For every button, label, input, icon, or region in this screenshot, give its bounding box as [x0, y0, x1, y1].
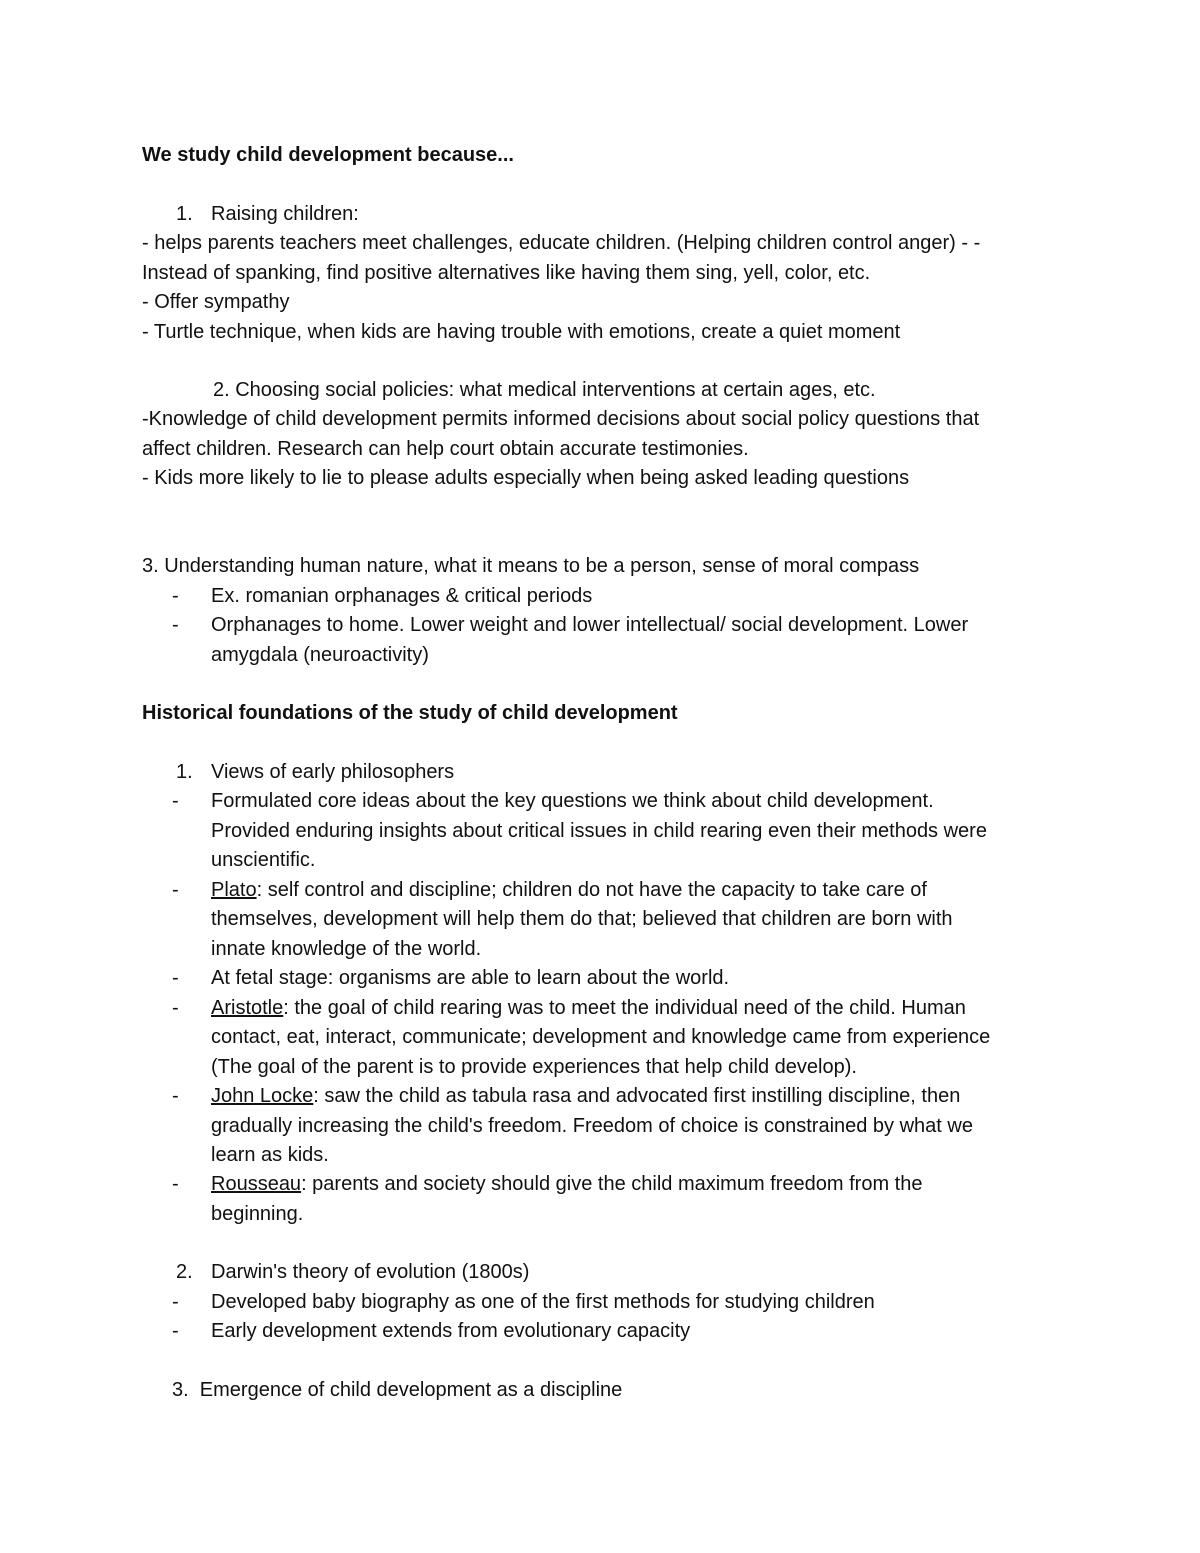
text-line: - helps parents teachers meet challenges, educate children. (Helping children control anger) - -: [142, 232, 981, 254]
bullet-dash: -: [172, 1173, 179, 1195]
bullet-text: Early development extends from evolutionary capacity: [211, 1320, 691, 1342]
list-item-label: 3. Emergence of child development as a discipline: [172, 1379, 623, 1401]
bullet-text: [211, 994, 966, 1024]
bullet-text: Orphanages to home. Lower weight and lower intellectual/ social development. Lower: [211, 614, 969, 636]
bullet-dash: -: [172, 790, 179, 812]
list-item-label: Raising children:: [211, 203, 359, 225]
bullet-dash: -: [172, 1291, 179, 1313]
bullet-dash: -: [172, 1320, 179, 1342]
philosopher-name: Rousseau: [211, 1173, 302, 1195]
philosopher-name: Aristotle: [211, 997, 284, 1019]
list-number: 2.: [176, 1261, 193, 1283]
philosopher-name: John Locke: [211, 1085, 314, 1107]
bullet-text: Formulated core ideas about the key questions we think about child development.: [211, 790, 934, 812]
bullet-text-rest: : self control and discipline; children do not have the capacity to take care of: [256, 879, 927, 901]
bullet-text: At fetal stage: organisms are able to learn about the world.: [211, 967, 730, 989]
bullet-dash: -: [172, 879, 179, 901]
bullet-text-rest: : parents and society should give the child maximum freedom from the: [301, 1173, 923, 1195]
list-item-label: Darwin's theory of evolution (1800s): [211, 1261, 530, 1283]
bullet-text: [211, 1082, 960, 1112]
bullet-text: Provided enduring insights about critical issues in child rearing even their methods were: [211, 820, 987, 842]
bullet-text: beginning.: [211, 1203, 304, 1225]
bullet-text: gradually increasing the child's freedom. Freedom of choice is constrained by what we: [211, 1115, 973, 1137]
text-line: -Knowledge of child development permits informed decisions about social policy questions that: [142, 408, 980, 430]
bullet-text: innate knowledge of the world.: [211, 938, 482, 960]
bullet-text: [211, 876, 927, 906]
list-item-label: Views of early philosophers: [211, 761, 455, 783]
bullet-text-rest: : saw the child as tabula rasa and advocated first instilling discipline, then: [313, 1085, 961, 1107]
text-line: - Offer sympathy: [142, 291, 290, 313]
text-line: affect children. Research can help court obtain accurate testimonies.: [142, 438, 749, 460]
list-number: 1.: [176, 761, 193, 783]
section-heading: We study child development because...: [142, 144, 514, 166]
bullet-dash: -: [172, 1085, 179, 1107]
bullet-text-rest: : the goal of child rearing was to meet the individual need of the child. Human: [283, 997, 966, 1019]
text-line: - Kids more likely to lie to please adults especially when being asked leading questions: [142, 467, 910, 489]
text-line: Instead of spanking, find positive alternatives like having them sing, yell, color, etc.: [142, 262, 871, 284]
bullet-text: [211, 1170, 922, 1200]
section-heading: Historical foundations of the study of child development: [142, 702, 678, 724]
list-number: 1.: [176, 203, 193, 225]
bullet-text: amygdala (neuroactivity): [211, 644, 429, 666]
bullet-dash: -: [172, 967, 179, 989]
bullet-dash: -: [172, 997, 179, 1019]
list-item-label: 3. Understanding human nature, what it means to be a person, sense of moral compass: [142, 555, 920, 577]
bullet-text: contact, eat, interact, communicate; development and knowledge came from experience: [211, 1026, 991, 1048]
bullet-text: Developed baby biography as one of the first methods for studying children: [211, 1291, 875, 1313]
text-line: - Turtle technique, when kids are having trouble with emotions, create a quiet moment: [142, 321, 901, 343]
bullet-text: themselves, development will help them do that; believed that children are born with: [211, 908, 953, 930]
bullet-text: learn as kids.: [211, 1144, 329, 1166]
bullet-text: Ex. romanian orphanages & critical periods: [211, 585, 593, 607]
bullet-dash: -: [172, 614, 179, 636]
philosopher-name: Plato: [211, 879, 257, 901]
bullet-dash: -: [172, 585, 179, 607]
bullet-text: (The goal of the parent is to provide experiences that help child develop).: [211, 1056, 857, 1078]
bullet-text: unscientific.: [211, 849, 316, 871]
list-item-label: 2. Choosing social policies: what medical interventions at certain ages, etc.: [213, 379, 876, 401]
